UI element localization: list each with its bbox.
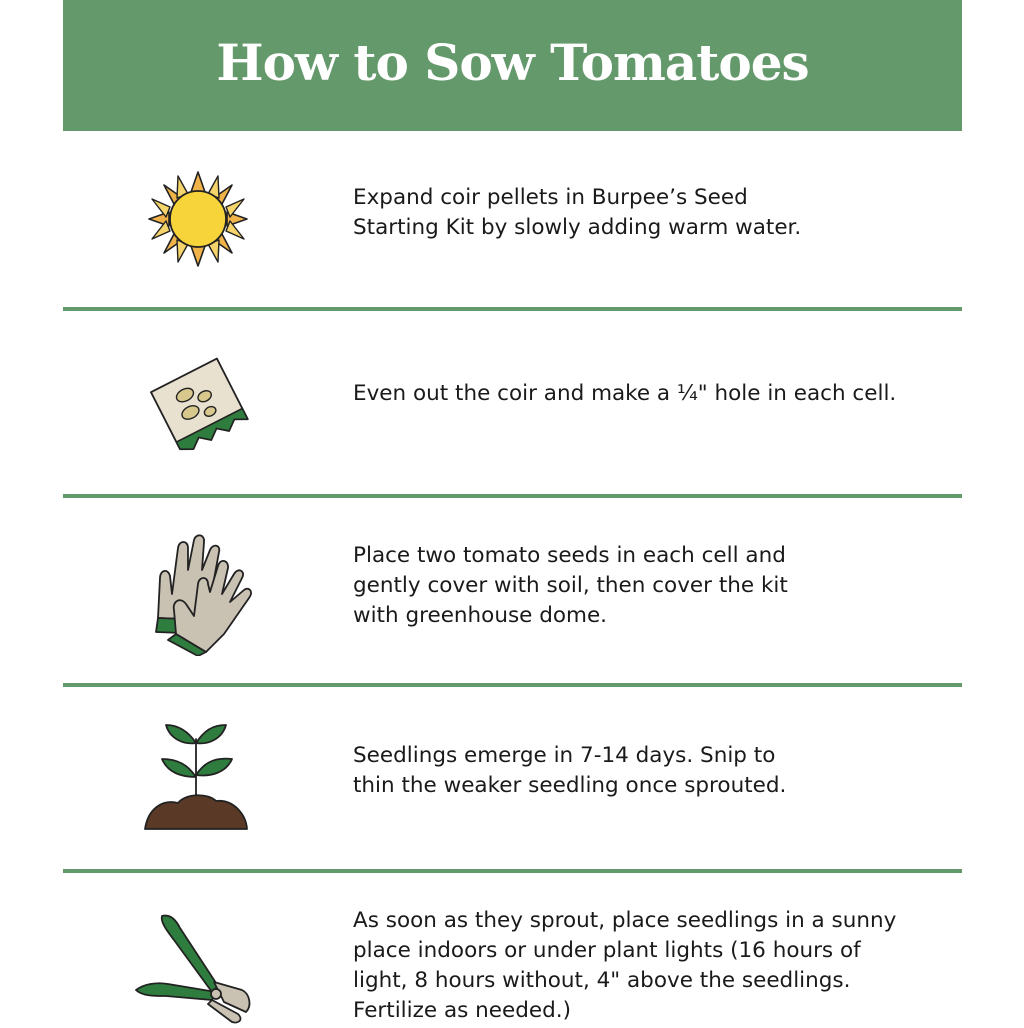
step-5-text: As soon as they sprout, place seedlings in a sunny place indoors or under plant lights (16 hours of light, 8 hours without, 4" above the seedlings. Fertilize as needed.) <box>353 908 897 1023</box>
step-2-text: Even out the coir and make a ¼" hole in each cell. <box>353 381 897 406</box>
page-title: How to Sow Tomatoes <box>216 33 809 92</box>
gardening-gloves-icon <box>150 530 256 656</box>
divider <box>63 683 962 687</box>
sun-icon <box>147 170 249 268</box>
divider <box>63 869 962 873</box>
divider <box>63 494 962 498</box>
divider <box>63 307 962 311</box>
seed-packet-icon <box>143 352 253 454</box>
seedling-icon <box>142 719 250 831</box>
title-banner <box>63 0 962 131</box>
step-1-text: Expand coir pellets in Burpee’s Seed Starting Kit by slowly adding warm water. <box>353 185 802 240</box>
step-3-text: Place two tomato seeds in each cell and gently cover with soil, then cover the kit with greenhouse dome. <box>353 543 788 628</box>
pruning-shears-icon <box>132 912 258 1024</box>
step-4-text: Seedlings emerge in 7-14 days. Snip to thin the weaker seedling once sprouted. <box>353 743 787 798</box>
